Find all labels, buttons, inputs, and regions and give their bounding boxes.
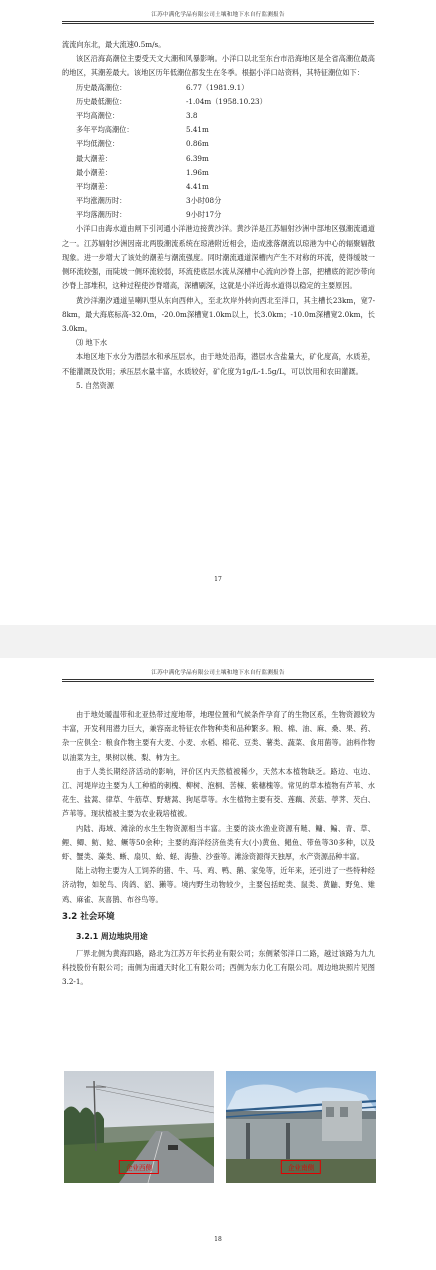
- section-heading: 3.2 社会环境: [62, 911, 115, 922]
- tide-row: 平均涨潮历时： 3小时08分: [76, 196, 222, 206]
- tide-row: 平均高潮位： 3.8: [76, 110, 198, 120]
- page-header: 江苏中满化学品有限公司土壤和地下水自行监测报告: [62, 668, 374, 680]
- tide-table: [62, 81, 375, 223]
- page-body: [62, 38, 375, 393]
- tide-row: 最小潮差： 1.96m: [76, 167, 209, 177]
- paragraph-aquatic: 内陆、海域、滩涂的水生生物资源相当丰富。主要的淡水渔业资源有鲢、鳙、鳊、青、草、鲤、鲫、鲂、鲶、鳜等50余种；主要的海洋经济鱼类有大(小)黄鱼、鲳鱼、带鱼等30多种，以及虾、蟹类、藻类、蜥、扇贝、蛤、蛏、海蛰、沙蚕等。滩涂资源得天独厚，水产资源品种丰富。: [62, 823, 375, 862]
- paragraph-biology: 由于地处暖温带和北亚热带过度地带，地理位置和气候条件孕育了的生物区系，生物资源较为丰富，开发利用潜力巨大，兼容南北特征农作物种类和品种繁多。粮、棉、油、麻、桑、果、药、杂一应俱全：粮食作物主要有大麦、小麦、水稻、棉花、豆类、薯类、蔬菜、食用菌等。油料作物以油菜为主，果树以桃、梨、柿为主。: [62, 710, 375, 762]
- page-body: [62, 708, 375, 989]
- paragraph-land-animals: 陆上动物主要为人工饲养的猪、牛、马、鸡、鸭、鹅、家兔等，近年来，还引进了一些特种经济动物，如鸵鸟、肉鸽、貂、獭等。境内野生动物较少，主要包括蛇类、鼠类、黄鼬、野兔、雉鸡、麻雀、灰喜鹊、布谷鸟等。: [62, 866, 375, 904]
- report-page-17: [0, 0, 436, 625]
- tide-row: 平均落潮历时： 9小时17分: [76, 210, 222, 220]
- subsection-heading: 3.2.1 周边地块用途: [76, 931, 148, 941]
- photo-caption: 企业西侧: [119, 1160, 159, 1174]
- paragraph-tide: 该区沿海高潮位主要受天文大潮和风暴影响。小洋口以北至东台市沿海地区是全省高潮位最高的地区，其潮差最大。该地区历年低潮位都发生在冬季。根据小洋口站资料，其特征潮位如下：: [62, 54, 375, 78]
- paragraph-port: 小洋口由海水道由闸下引河通小洋港边接黄沙洋。黄沙洋是江苏辐射沙洲中部地区强潮流通道之一。江苏辐射沙洲因南北两股潮流系统在琼港附近相会，造成涨落潮流以琼港为中心的辐聚辐散现象。进一步增大了该处的潮差与潮流强度。同时潮流通道深槽内产生不对称的环流，使得缓坡一侧环流较强，而陡坡一侧环流较弱，环流使底层水流从深槽中心流向沙脊上部，把槽底的泥沙带向沙脊上部堆积，这种过程使沙脊增高，深槽刷深，这就是小洋近海水道得以稳定的主要原因。: [62, 224, 375, 291]
- tide-row: 平均低潮位： 0.86m: [76, 139, 209, 149]
- paragraph-flow: 流流向东北，最大流速0.5m/s。: [62, 40, 166, 49]
- paragraph-plants: 由于人类长期经济活动的影响，评价区内天然植被稀少，天然木本植物缺乏。路边、屯边、江、河堤岸边主要为人工种植的刺槐、柳树、泡桐、苦楝、紫穗槐等。常见的草本植物有芦苇、水花生、盐蒿、律草、牛筋草、野塘蒿、狗尾草等。水生植物主要有茭、莲藕、茨菇、荸荠、芡白、芦苇等。现状植被主要为农业栽培植被。: [62, 766, 375, 819]
- page-number: 17: [214, 576, 222, 583]
- photo-south-side: [226, 1071, 376, 1183]
- tide-row: 历史最高潮位： 6.77（1981.9.1）: [76, 82, 249, 92]
- paragraph-channel: 黄沙洋潮汐通道呈喇叭型从东向西伸入，至北坎岸外转向西北至洋口，其主槽长23km，宽7-8km，最大海底标高-32.0m，-20.0m深槽宽1.0km以上，长3.0km；-10.0m深槽宽2.0km，长3.0km。: [62, 295, 375, 333]
- photo-west-side: [64, 1071, 214, 1183]
- subheading-groundwater: ⑶ 地下水: [76, 338, 108, 348]
- report-page-18: [0, 658, 436, 1270]
- tide-row: 历史最低潮位： -1.04m（1958.10.23）: [76, 96, 267, 106]
- tide-row: 多年平均高潮位： 5.41m: [76, 125, 209, 135]
- subheading-nature: 5. 自然资源: [76, 380, 114, 390]
- photo-caption: 企业南侧: [281, 1160, 321, 1174]
- tide-row: 平均潮差： 4.41m: [76, 181, 209, 191]
- page-number: 18: [214, 1236, 222, 1243]
- surrounding-photos: [64, 1071, 376, 1183]
- paragraph-surroundings: 厂界北侧为黄海四路，路北为江苏万年长药业有限公司；东侧紧邻洋口二路，越过该路为九九科技股份有限公司；南侧为南通天时化工有限公司；西侧为东力化工有限公司。周边地块照片见图3.2-1。: [62, 948, 375, 987]
- tide-row: 最大潮差： 6.39m: [76, 153, 209, 163]
- page-header: 江苏中满化学品有限公司土壤和地下水自行监测报告: [62, 10, 374, 22]
- paragraph-groundwater: 本地区地下水分为潜层水和承压层水，由于地处沿海，潜层水含盐量大，矿化度高，水质差，不能灌溉及饮用；承压层水量丰富，水质较好，矿化度为1g/L-1.5g/L，可以饮用和农田灌溉。: [62, 352, 375, 376]
